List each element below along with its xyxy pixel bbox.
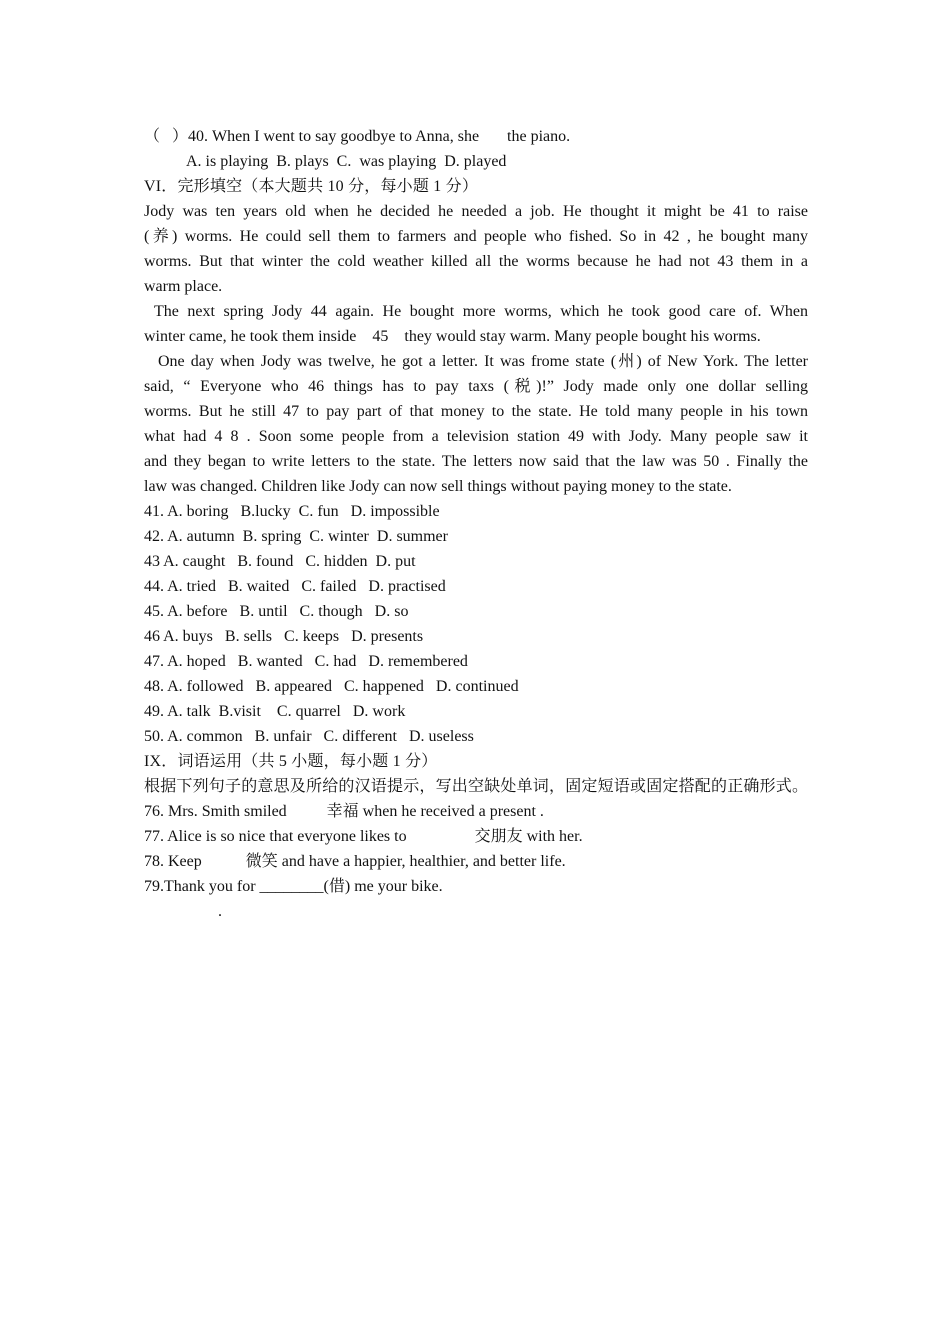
document-page: [144, 124, 808, 924]
option-row: 48. A. followed B. appeared C. happened D. continued: [144, 678, 519, 695]
option-row: 45. A. before B. until C. though D. so: [144, 603, 409, 620]
passage-line: worms. But that winter the cold weather killed all the worms because he had not 43 them in a: [144, 253, 808, 270]
question-40-stem: （ ）40. When I went to say goodbye to Anna, she the piano.: [144, 128, 571, 145]
passage-line: what had 4 8 . Soon some people from a television station 49 with Jody. Many people saw it: [144, 428, 808, 445]
passage-line: and they began to write letters to the state. The letters now said that the law was 50 . Finally the: [144, 453, 808, 470]
cloze-passage: [144, 199, 808, 499]
fill-in-item: 79.Thank you for ________(借) me your bike.: [144, 878, 443, 895]
passage-line: One day when Jody was twelve, he got a letter. It was frome state (州) of New York. The letter: [158, 353, 808, 370]
option-row: 41. A. boring B.lucky C. fun D. impossible: [144, 503, 440, 520]
passage-line: warm place.: [144, 278, 223, 295]
option-row: 50. A. common B. unfair C. different D. useless: [144, 728, 474, 745]
section-9-instruction: 根据下列句子的意思及所给的汉语提示，写出空缺处单词，固定短语或固定搭配的正确形式。: [144, 778, 809, 795]
fill-in-item: 78. Keep 微笑 and have a happier, healthier, and better life.: [144, 853, 566, 870]
trailing-dot: .: [218, 903, 222, 920]
passage-line: Jody was ten years old when he decided he needed a job. He thought it might be 41 to raise: [144, 203, 808, 220]
fill-in-item: 76. Mrs. Smith smiled 幸福 when he received a present .: [144, 803, 544, 820]
option-row: 42. A. autumn B. spring C. winter D. summer: [144, 528, 448, 545]
cloze-options: [144, 499, 808, 749]
passage-line: winter came, he took them inside 45 they would stay warm. Many people bought his worms.: [144, 328, 761, 345]
option-row: 44. A. tried B. waited C. failed D. practised: [144, 578, 446, 595]
word-usage-items: [144, 799, 808, 899]
option-row: 47. A. hoped B. wanted C. had D. remembered: [144, 653, 468, 670]
passage-line: (养) worms. He could sell them to farmers and people who fished. So in 42 , he bought many: [144, 228, 808, 245]
passage-line: The next spring Jody 44 again. He bought more worms, which he took good care of. When: [154, 303, 808, 320]
option-row: 43 A. caught B. found C. hidden D. put: [144, 553, 416, 570]
section-6-heading: VI．完形填空（本大题共 10 分，每小题 1 分）: [144, 178, 479, 195]
passage-line: said, “ Everyone who 46 things has to pay taxs (税)!” Jody made only one dollar selling: [144, 378, 808, 395]
question-40-options: A. is playing B. plays C. was playing D. played: [186, 153, 507, 170]
passage-line: law was changed. Children like Jody can now sell things without paying money to the state.: [144, 478, 732, 495]
section-9-heading: IX．词语运用（共 5 小题，每小题 1 分）: [144, 753, 438, 770]
option-row: 46 A. buys B. sells C. keeps D. presents: [144, 628, 424, 645]
passage-line: worms. But he still 47 to pay part of that money to the state. He told many people in his town: [144, 403, 808, 420]
option-row: 49. A. talk B.visit C. quarrel D. work: [144, 703, 406, 720]
fill-in-item: 77. Alice is so nice that everyone likes to 交朋友 with her.: [144, 828, 583, 845]
